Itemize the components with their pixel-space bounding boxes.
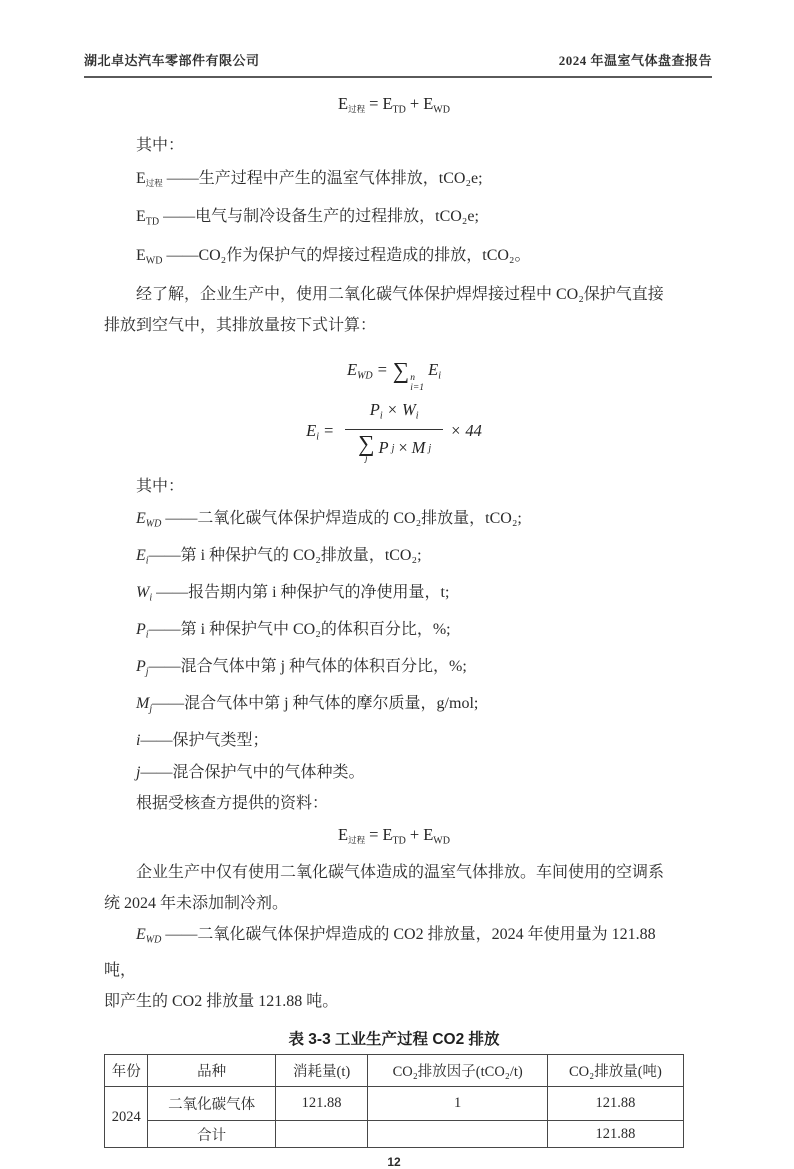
- formula-symbol: E: [346, 359, 358, 379]
- header-company-name: 湖北卓达汽车零部件有限公司: [84, 53, 260, 68]
- where-label-2: 其中：: [136, 478, 185, 496]
- formula-symbol: E: [338, 94, 349, 113]
- table-row: [105, 1087, 684, 1121]
- formula-subscript: WD: [145, 934, 162, 946]
- definition-pi: [104, 614, 684, 651]
- table-cell-emission: 121.88: [547, 1087, 683, 1121]
- sigma-limits: [410, 373, 424, 395]
- formula-subscript: i: [379, 410, 383, 422]
- formula-symbol: E: [382, 825, 393, 845]
- page-header: [84, 50, 712, 78]
- table-cell-total-label: 合计: [148, 1121, 275, 1148]
- definition-text: ——混合保护气中的气体种类。: [140, 763, 365, 781]
- formula-symbol: P: [378, 438, 389, 458]
- fraction-denominator: [345, 429, 443, 465]
- definition-text: ——CO₂作为保护气的焊接过程造成的排放，tCO₂。: [166, 247, 531, 264]
- paragraph-intro-line-2: 排放到空气中，其排放量按下式计算：: [104, 316, 377, 334]
- equals-sign: =: [369, 94, 379, 113]
- times-sign: ×: [397, 438, 409, 458]
- column-header-consumption: 消耗量(t): [275, 1055, 368, 1087]
- definition-text: ——第 i 种保护气的 CO₂排放量，tCO₂;: [148, 547, 422, 565]
- formula-symbol: W: [136, 584, 150, 602]
- column-header-emission: CO₂排放量(吨): [547, 1055, 683, 1087]
- definition-e-process: [104, 162, 684, 200]
- fraction: [345, 398, 443, 464]
- definition-j: [104, 757, 684, 789]
- times-sign: ×: [386, 400, 398, 420]
- formula-subscript: 过程: [145, 177, 163, 188]
- formula-ewd-sum: [104, 352, 684, 395]
- paragraph-text: ——二氧化碳气体保护焊造成的 CO2 排放量，2024 年使用量为 121.88 吨，: [104, 925, 656, 980]
- formula-subscript: i: [149, 592, 153, 604]
- definition-text: ——保护气类型；: [140, 732, 269, 750]
- formula-symbol: E: [136, 247, 146, 264]
- table-header-row: [105, 1055, 684, 1087]
- paragraph-basis: 根据受核查方提供的资料：: [136, 795, 329, 813]
- definition-text: ——混合气体中第 j 种气体的体积百分比，%;: [148, 658, 467, 676]
- formula-subscript: i: [145, 555, 149, 567]
- formula-subscript: i: [438, 370, 441, 381]
- formula-symbol: P: [369, 400, 380, 420]
- formula-symbol: E: [136, 510, 146, 528]
- formula-subscript: j: [428, 442, 432, 454]
- definition-i: [104, 725, 684, 757]
- formula-symbol: E: [423, 825, 434, 845]
- formula-subscript: WD: [145, 255, 163, 267]
- table-cell-variety: 二氧化碳气体: [148, 1087, 275, 1121]
- sigma-lower-limit: i=1: [410, 383, 424, 394]
- column-header-year: 年份: [105, 1055, 148, 1087]
- formula-symbol: E: [136, 547, 146, 565]
- formula-subscript: 过程: [348, 835, 366, 846]
- definition-text: ——第 i 种保护气中 CO₂的体积百分比，%;: [148, 621, 451, 639]
- definition-e-wd: [104, 239, 684, 279]
- formula-symbol: E: [136, 169, 146, 187]
- definition-ewd: [104, 503, 684, 540]
- table-title: 表 3-3 工业生产过程 CO2 排放: [288, 1031, 500, 1049]
- table-cell-consumption: 121.88: [275, 1087, 368, 1121]
- formula-subscript: 过程: [348, 104, 366, 114]
- plus-sign: +: [409, 825, 420, 845]
- formula-symbol: E: [382, 94, 393, 113]
- sigma-symbol: ∑: [358, 430, 375, 456]
- table-cell-factor: [368, 1121, 547, 1148]
- sigma-with-index: [357, 432, 375, 465]
- paragraph-only-line-2: 统 2024 年未添加制冷剂。: [104, 894, 289, 912]
- fraction-numerator: [345, 398, 443, 429]
- table-cell-emission: 121.88: [547, 1121, 683, 1148]
- formula-ei-fraction: [104, 398, 684, 464]
- formula-subscript: WD: [433, 104, 450, 116]
- plus-sign: +: [409, 94, 420, 113]
- formula-subscript: WD: [433, 835, 450, 847]
- sigma-symbol: ∑: [392, 357, 410, 383]
- formula-multiplier: × 44: [450, 421, 482, 441]
- formula-subscript: WD: [357, 370, 373, 381]
- formula-symbol: E: [428, 359, 439, 379]
- formula-symbol: i: [136, 732, 141, 750]
- formula-subscript: i: [415, 410, 419, 422]
- definition-text: ——报告期内第 i 种保护气的净使用量，t;: [156, 584, 450, 602]
- formula-subscript: j: [391, 442, 395, 454]
- definition-text: ——生产过程中产生的温室气体排放，tCO₂e;: [166, 169, 483, 187]
- sigma-lower-limit: j: [365, 453, 368, 464]
- formula-symbol: j: [136, 763, 141, 781]
- paragraph-ewd-line-1: [104, 919, 684, 987]
- definition-e-td: [104, 200, 684, 240]
- co2-emissions-table: [104, 1054, 684, 1148]
- paragraph-only-line-1: 企业生产中仅有使用二氧化碳气体造成的温室气体排放。车间使用的空调系: [136, 863, 665, 881]
- formula-process-total-2: [104, 822, 684, 855]
- formula-symbol: E: [136, 925, 146, 943]
- formula-symbol: E: [423, 94, 434, 113]
- formula-symbol: M: [136, 695, 150, 713]
- definition-pj: [104, 651, 684, 688]
- table-cell-consumption: [275, 1121, 368, 1148]
- equals-sign: =: [369, 825, 379, 845]
- header-report-title: 2024 年温室气体盘查报告: [558, 53, 712, 68]
- where-label-1: 其中：: [136, 136, 185, 154]
- formula-subscript: TD: [392, 835, 406, 847]
- formula-subscript: j: [145, 666, 149, 678]
- equals-sign: =: [376, 359, 388, 379]
- formula-symbol: E: [306, 420, 317, 440]
- formula-subscript: j: [149, 703, 153, 715]
- sigma-upper-limit: n: [410, 372, 415, 383]
- definition-mj: [104, 688, 684, 725]
- definition-text: ——电气与制冷设备生产的过程排放，tCO₂e;: [163, 207, 479, 225]
- formula-subscript: TD: [145, 216, 160, 227]
- paragraph-intro-line-1: 经了解，企业生产中，使用二氧化碳气体保护焊焊接过程中 CO₂保护气直接: [136, 285, 664, 303]
- formula-lhs: [306, 421, 338, 443]
- page-content: [104, 79, 684, 1169]
- formula-symbol: E: [136, 207, 146, 225]
- paragraph-ewd-line-2: 即产生的 CO2 排放量 121.88 吨。: [104, 993, 339, 1011]
- formula-subscript: i: [316, 431, 319, 443]
- formula-subscript: TD: [392, 104, 406, 116]
- definition-text: ——二氧化碳气体保护焊造成的 CO₂排放量，tCO₂;: [165, 510, 522, 528]
- equals-sign: =: [323, 420, 335, 440]
- formula-symbol: P: [136, 658, 146, 676]
- table-total-row: [105, 1121, 684, 1148]
- formula-symbol: P: [136, 621, 146, 639]
- table-cell-year: 2024: [105, 1087, 148, 1148]
- definition-text: ——混合气体中第 j 种气体的摩尔质量，g/mol;: [152, 695, 479, 713]
- formula-symbol: M: [411, 438, 426, 458]
- column-header-variety: 品种: [148, 1055, 275, 1087]
- definition-wi: [104, 577, 684, 614]
- page-number: 12: [387, 1155, 401, 1169]
- formula-subscript: i: [145, 629, 149, 641]
- formula-subscript: WD: [145, 518, 162, 530]
- definition-ei: [104, 540, 684, 577]
- table-cell-factor: 1: [368, 1087, 547, 1121]
- formula-symbol: E: [338, 825, 349, 845]
- formula-symbol: W: [401, 400, 416, 420]
- column-header-emission-factor: CO₂排放因子(tCO₂/t): [368, 1055, 547, 1087]
- formula-process-total-1: [104, 92, 684, 123]
